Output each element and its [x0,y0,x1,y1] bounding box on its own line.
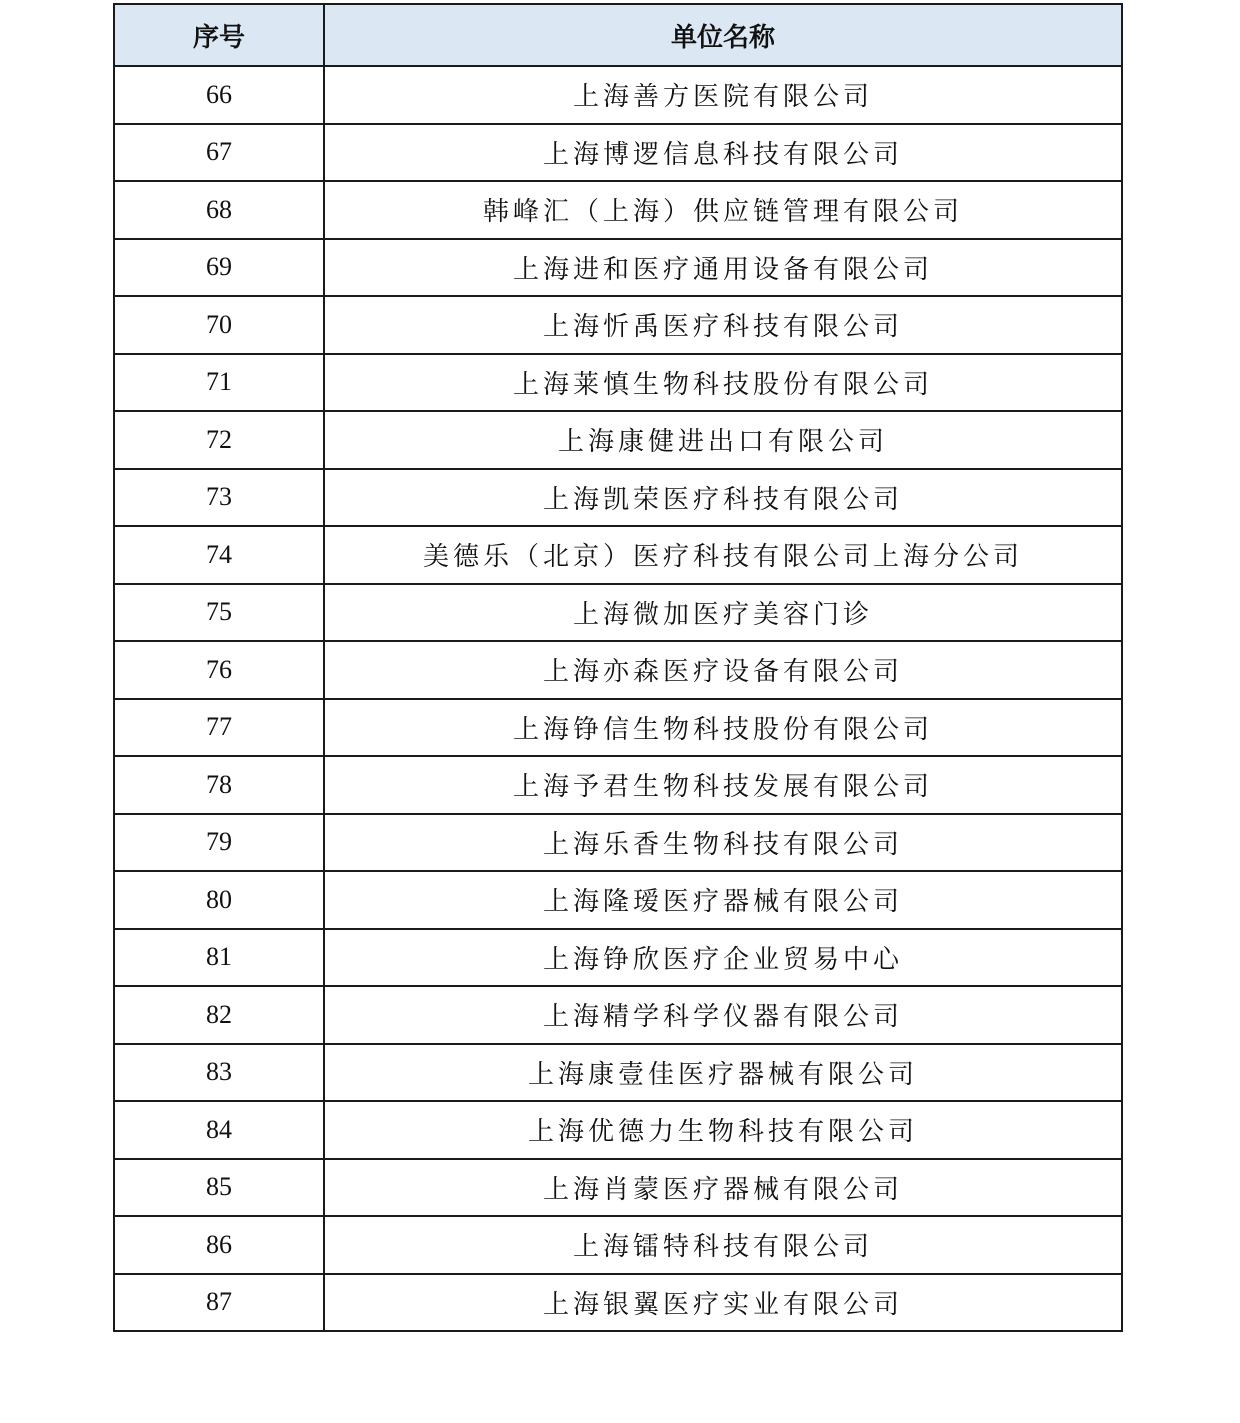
table-row [114,1274,1122,1332]
company-name-cell: 上海凯荣医疗科技有限公司 [324,469,1122,527]
table-row [114,354,1122,412]
serial-number-cell: 81 [114,929,324,987]
company-list-table-container [113,3,1121,1332]
serial-number-cell: 66 [114,66,324,124]
company-name-cell: 上海康壹佳医疗器械有限公司 [324,1044,1122,1102]
serial-number-cell: 85 [114,1159,324,1217]
table-body [114,66,1122,1331]
column-header-company-name: 单位名称 [324,4,1122,66]
company-name-cell: 上海康健进出口有限公司 [324,411,1122,469]
serial-number-cell: 73 [114,469,324,527]
serial-number-cell: 71 [114,354,324,412]
table-row [114,584,1122,642]
serial-number-cell: 74 [114,526,324,584]
serial-number-cell: 80 [114,871,324,929]
serial-number-cell: 83 [114,1044,324,1102]
table-row [114,986,1122,1044]
serial-number-cell: 69 [114,239,324,297]
company-name-cell: 上海莱慎生物科技股份有限公司 [324,354,1122,412]
company-name-cell: 上海铮欣医疗企业贸易中心 [324,929,1122,987]
company-name-cell: 上海肖蒙医疗器械有限公司 [324,1159,1122,1217]
company-name-cell: 上海铮信生物科技股份有限公司 [324,699,1122,757]
table-row [114,756,1122,814]
serial-number-cell: 77 [114,699,324,757]
company-name-cell: 上海亦森医疗设备有限公司 [324,641,1122,699]
table-row [114,124,1122,182]
table-row [114,641,1122,699]
company-list-table [113,3,1123,1332]
company-name-cell: 上海精学科学仪器有限公司 [324,986,1122,1044]
serial-number-cell: 76 [114,641,324,699]
company-name-cell: 上海微加医疗美容门诊 [324,584,1122,642]
column-header-serial-number: 序号 [114,4,324,66]
company-name-cell: 上海善方医院有限公司 [324,66,1122,124]
table-row [114,66,1122,124]
table-row [114,469,1122,527]
serial-number-cell: 75 [114,584,324,642]
company-name-cell: 上海镭特科技有限公司 [324,1216,1122,1274]
serial-number-cell: 70 [114,296,324,354]
table-row [114,929,1122,987]
company-name-cell: 韩峰汇（上海）供应链管理有限公司 [324,181,1122,239]
company-name-cell: 上海优德力生物科技有限公司 [324,1101,1122,1159]
company-name-cell: 上海乐香生物科技有限公司 [324,814,1122,872]
table-row [114,296,1122,354]
company-name-cell: 上海隆瑷医疗器械有限公司 [324,871,1122,929]
table-row [114,1101,1122,1159]
serial-number-cell: 79 [114,814,324,872]
company-name-cell: 上海忻禹医疗科技有限公司 [324,296,1122,354]
table-row [114,814,1122,872]
serial-number-cell: 82 [114,986,324,1044]
serial-number-cell: 67 [114,124,324,182]
serial-number-cell: 68 [114,181,324,239]
table-row [114,526,1122,584]
table-row [114,181,1122,239]
table-row [114,411,1122,469]
table-row [114,699,1122,757]
table-row [114,1044,1122,1102]
table-row [114,1159,1122,1217]
company-name-cell: 上海进和医疗通用设备有限公司 [324,239,1122,297]
serial-number-cell: 86 [114,1216,324,1274]
company-name-cell: 上海银翼医疗实业有限公司 [324,1274,1122,1332]
company-name-cell: 美德乐（北京）医疗科技有限公司上海分公司 [324,526,1122,584]
table-header-row [114,4,1122,66]
table-row [114,1216,1122,1274]
serial-number-cell: 78 [114,756,324,814]
table-row [114,239,1122,297]
serial-number-cell: 72 [114,411,324,469]
company-name-cell: 上海予君生物科技发展有限公司 [324,756,1122,814]
serial-number-cell: 87 [114,1274,324,1332]
serial-number-cell: 84 [114,1101,324,1159]
table-row [114,871,1122,929]
company-name-cell: 上海博逻信息科技有限公司 [324,124,1122,182]
